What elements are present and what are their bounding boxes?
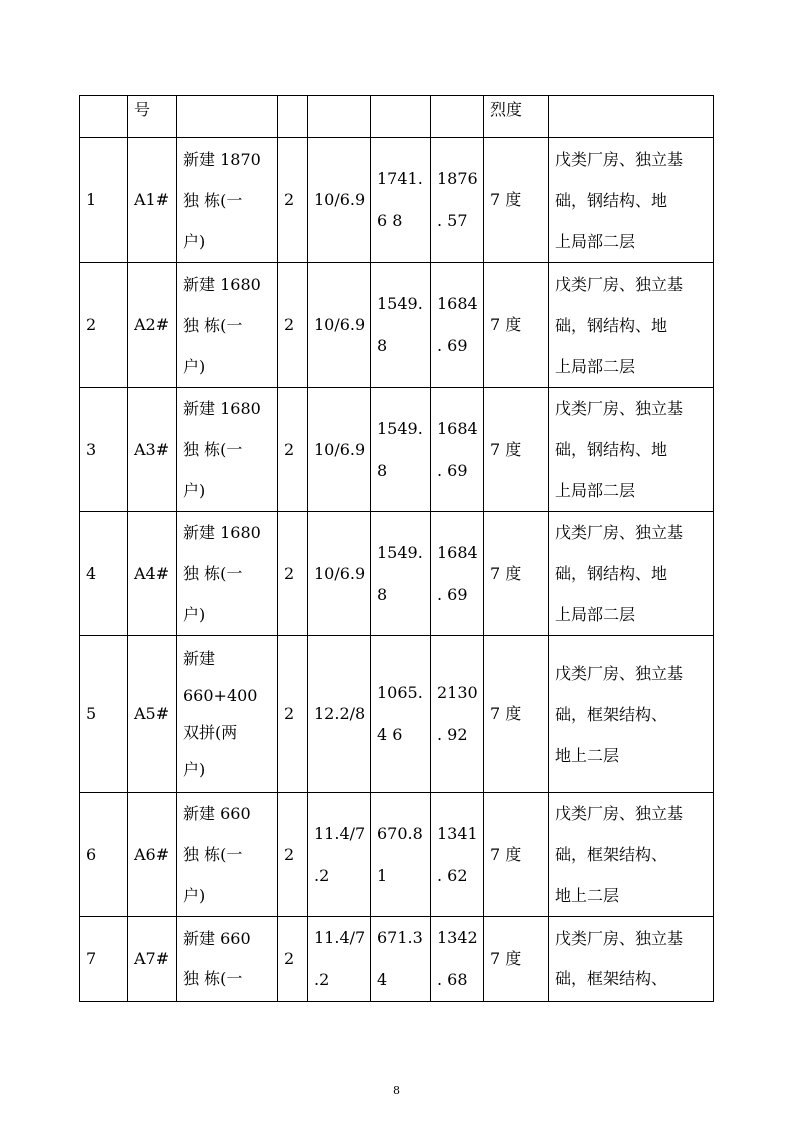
height-cell-line: 12.2/8 [314, 704, 366, 723]
height-cell-line: .2 [314, 865, 330, 885]
area1-cell [371, 793, 431, 917]
building-id-cell: A2# [128, 263, 177, 388]
description-cell-line: 独 栋(一 [183, 440, 243, 459]
row-number-cell: 6 [80, 793, 128, 917]
note-cell [549, 793, 714, 917]
height-cell [308, 917, 371, 1002]
area2-cell [431, 388, 484, 512]
row-number-cell: 2 [80, 263, 128, 388]
note-cell-line: 上局部二层 [555, 481, 636, 500]
floors-cell: 2 [278, 138, 308, 263]
note-cell-line: 础，钢结构、地 [555, 564, 668, 583]
intensity-cell: 7 度 [484, 636, 549, 793]
header-cell: 烈度 [484, 96, 549, 138]
note-cell-line: 地上二层 [555, 886, 620, 905]
area1-cell-line: 1549. [377, 294, 423, 313]
area2-cell [431, 138, 484, 263]
description-cell [177, 388, 278, 512]
area1-cell [371, 388, 431, 512]
area1-cell-line: 1065. [377, 683, 423, 702]
note-cell [549, 138, 714, 263]
height-cell [308, 793, 371, 917]
area2-cell-line: . 69 [437, 460, 468, 480]
note-cell-line: 戊类厂房、独立基 [555, 929, 684, 948]
height-cell [308, 263, 371, 388]
area2-cell-line: . 92 [437, 725, 468, 744]
table-row [80, 138, 714, 263]
note-cell [549, 512, 714, 636]
area1-cell-line: 1741. [377, 169, 423, 188]
intensity-cell: 7 度 [484, 917, 549, 1002]
floors-cell: 2 [278, 636, 308, 793]
intensity-cell: 7 度 [484, 388, 549, 512]
description-cell-line: 独 栋(一 [183, 969, 243, 988]
description-cell-line: 660+400 [183, 686, 258, 705]
area2-cell-line: 2130 [437, 683, 478, 702]
description-cell-line: 独 栋(一 [183, 564, 243, 583]
description-cell [177, 917, 278, 1002]
height-cell [308, 138, 371, 263]
description-cell-line: 双拼(两 [183, 723, 238, 742]
area2-cell-line: . 69 [437, 584, 468, 604]
area1-cell-line: 8 [377, 584, 388, 604]
area1-cell [371, 512, 431, 636]
area2-cell-line: . 68 [437, 970, 468, 989]
row-number-cell: 4 [80, 512, 128, 636]
height-cell [308, 388, 371, 512]
area2-cell-line: 1342 [437, 928, 478, 947]
description-cell-line: 独 栋(一 [183, 315, 243, 335]
area2-cell [431, 263, 484, 388]
header-cell [308, 96, 371, 138]
header-cell [177, 96, 278, 138]
table-row [80, 793, 714, 917]
row-number-cell: 7 [80, 917, 128, 1002]
description-cell [177, 636, 278, 793]
area1-cell-line: 8 [377, 460, 388, 480]
note-cell-line: 戊类厂房、独立基 [555, 523, 684, 542]
area2-cell-line: 1876 [437, 169, 478, 188]
header-cell [278, 96, 308, 138]
floors-cell: 2 [278, 917, 308, 1002]
area1-cell-line: 1549. [377, 418, 423, 438]
area2-cell [431, 793, 484, 917]
description-cell-line: 户) [183, 356, 206, 376]
intensity-cell: 7 度 [484, 138, 549, 263]
description-cell [177, 138, 278, 263]
area1-cell-line: 4 [377, 970, 388, 989]
floors-cell: 2 [278, 793, 308, 917]
description-cell-line: 独 栋(一 [183, 845, 243, 864]
building-id-cell: A1# [128, 138, 177, 263]
description-cell-line: 户) [183, 605, 206, 624]
row-number-cell: 5 [80, 636, 128, 793]
area2-cell-line: 1684 [437, 542, 478, 562]
table-row [80, 263, 714, 388]
note-cell [549, 636, 714, 793]
area1-cell-line: 1549. [377, 542, 423, 562]
page-number: 8 [393, 1084, 400, 1097]
description-cell-line: 新建 [183, 649, 216, 668]
height-cell [308, 512, 371, 636]
building-id-cell: A7# [128, 917, 177, 1002]
building-id-cell: A6# [128, 793, 177, 917]
area2-cell-line: . 57 [437, 211, 468, 230]
header-cell [431, 96, 484, 138]
note-cell-line: 础，钢结构、地 [555, 190, 668, 210]
area2-cell-line: . 69 [437, 336, 468, 355]
note-cell-line: 上局部二层 [555, 356, 636, 376]
building-table [79, 95, 714, 1002]
height-cell-line: 11.4/7 [314, 823, 366, 843]
building-id-cell: A3# [128, 388, 177, 512]
height-cell [308, 636, 371, 793]
area1-cell [371, 917, 431, 1002]
description-cell-line: 新建 1680 [183, 523, 261, 542]
area2-cell [431, 636, 484, 793]
height-cell-line: 10/6.9 [314, 439, 366, 459]
description-cell-line: 新建 660 [183, 804, 251, 823]
area2-cell-line: 1684 [437, 294, 478, 313]
description-cell [177, 512, 278, 636]
height-cell-line: 10/6.9 [314, 190, 366, 209]
area2-cell [431, 512, 484, 636]
intensity-cell: 7 度 [484, 263, 549, 388]
height-cell-line: 10/6.9 [314, 563, 366, 583]
area1-cell-line: 1 [377, 865, 388, 885]
note-cell-line: 戊类厂房、独立基 [555, 274, 684, 294]
header-cell [549, 96, 714, 138]
area2-cell [431, 917, 484, 1002]
description-cell-line: 户) [183, 481, 206, 500]
note-cell-line: 地上二层 [555, 745, 620, 765]
note-cell-line: 础，钢结构、地 [555, 440, 668, 459]
header-cell [371, 96, 431, 138]
height-cell-line: .2 [314, 970, 330, 989]
note-cell-line: 戊类厂房、独立基 [555, 663, 684, 683]
height-cell-line: 11.4/7 [314, 928, 366, 947]
note-cell-line: 戊类厂房、独立基 [555, 149, 684, 169]
note-cell [549, 917, 714, 1002]
area1-cell [371, 636, 431, 793]
area1-cell-line: 6 8 [377, 211, 403, 230]
header-cell [80, 96, 128, 138]
table-row [80, 636, 714, 793]
description-cell-line: 新建 660 [183, 929, 251, 948]
note-cell-line: 上局部二层 [555, 605, 636, 624]
height-cell-line: 10/6.9 [314, 315, 366, 334]
description-cell [177, 793, 278, 917]
area2-cell-line: 1684 [437, 418, 478, 438]
area2-cell-line: 1341 [437, 823, 478, 843]
floors-cell: 2 [278, 512, 308, 636]
note-cell [549, 263, 714, 388]
floors-cell: 2 [278, 263, 308, 388]
description-cell [177, 263, 278, 388]
building-id-cell: A5# [128, 636, 177, 793]
area1-cell [371, 138, 431, 263]
area2-cell-line: . 62 [437, 865, 468, 885]
intensity-cell: 7 度 [484, 793, 549, 917]
header-cell: 号 [128, 96, 177, 138]
row-number-cell: 3 [80, 388, 128, 512]
description-cell-line: 新建 1870 [183, 149, 261, 169]
description-cell-line: 独 栋(一 [183, 190, 243, 210]
description-cell-line: 户) [183, 231, 206, 251]
building-id-cell: A4# [128, 512, 177, 636]
area1-cell-line: 4 6 [377, 725, 403, 744]
area1-cell-line: 671.3 [377, 928, 423, 947]
note-cell-line: 础，框架结构、 [555, 969, 668, 988]
note-cell-line: 上局部二层 [555, 231, 636, 251]
area1-cell [371, 263, 431, 388]
note-cell-line: 础，框架结构、 [555, 704, 668, 724]
note-cell-line: 戊类厂房、独立基 [555, 804, 684, 823]
description-cell-line: 新建 1680 [183, 399, 261, 418]
area1-cell-line: 8 [377, 336, 388, 355]
note-cell-line: 础，框架结构、 [555, 845, 668, 864]
note-cell [549, 388, 714, 512]
table-row [80, 917, 714, 1002]
area1-cell-line: 670.8 [377, 823, 423, 843]
description-cell-line: 新建 1680 [183, 274, 261, 294]
floors-cell: 2 [278, 388, 308, 512]
description-cell-line: 户) [183, 886, 206, 905]
row-number-cell: 1 [80, 138, 128, 263]
table-row [80, 388, 714, 512]
intensity-cell: 7 度 [484, 512, 549, 636]
note-cell-line: 础，钢结构、地 [555, 315, 668, 335]
note-cell-line: 戊类厂房、独立基 [555, 399, 684, 418]
table-row [80, 512, 714, 636]
header-row [80, 96, 714, 138]
description-cell-line: 户) [183, 760, 206, 779]
